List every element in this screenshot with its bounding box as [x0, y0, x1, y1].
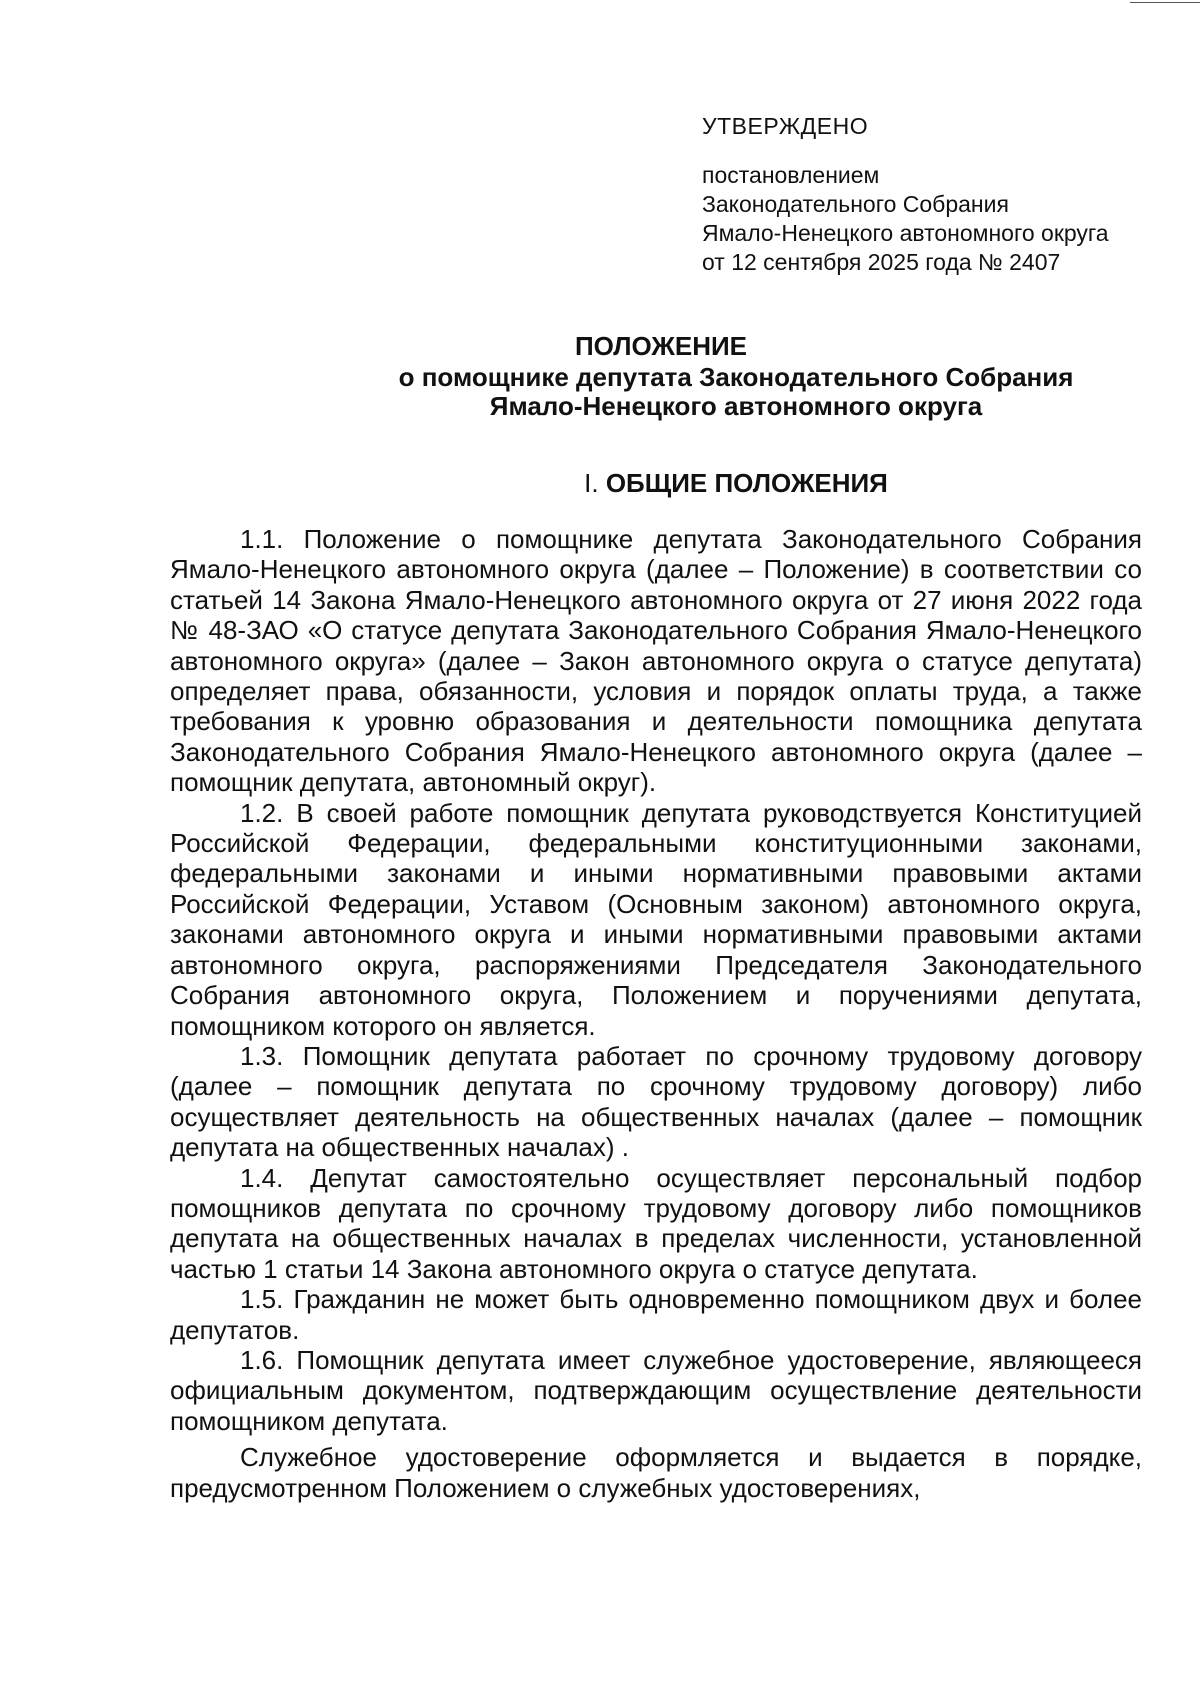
title-subtitle-1: о помощнике депутата Законодательного Собрания	[398, 362, 1074, 392]
paragraph-1-2: 1.2. В своей работе помощник депутата руководствуется Конституцией Российской Федерации, федеральными конституционными законами, федеральными законами и иными нормативными правовыми актами Российской Федерации, Уставом (Основным законом) автономного округа, законами автономного округа и иными нормативными правовыми актами автономного округа, распоряжениями Председателя Законодательного Собрания автономного округа, Положением и поручениями депутата, помощником которого он является.	[170, 797, 1142, 1041]
approval-line-2: Законодательного Собрания	[702, 191, 1009, 217]
document-title	[170, 332, 1152, 421]
paragraph-1-3: 1.3. Помощник депутата работает по срочному трудовому договору (далее – помощник депутата по срочному трудовому договору) либо осуществляет деятельность на общественных началах (далее – помощник депутата на общественных началах) .	[170, 1040, 1142, 1163]
title-subtitle-2: Ямало-Ненецкого автономного округа	[489, 391, 983, 421]
approved-stamp-text: УТВЕРЖДЕНО	[702, 113, 869, 139]
title-main: ПОЛОЖЕНИЕ	[574, 331, 748, 361]
paragraph-1-4: 1.4. Депутат самостоятельно осуществляет персональный подбор помощников депутата по срочному трудовому договору либо помощников депутата на общественных началах в пределах численности, установленной частью 1 статьи 14 Закона автономного округа о статусе депутата.	[170, 1162, 1142, 1284]
paragraph-1-5: 1.5. Гражданин не может быть одновременно помощником двух и более депутатов.	[170, 1284, 1142, 1345]
section-heading	[170, 468, 1152, 498]
approval-line-4: от 12 сентября 2025 года № 2407	[702, 249, 1061, 275]
approval-line-1: постановлением	[702, 162, 880, 188]
paragraph-1-6-continued: Служебное удостоверение оформляется и выдается в порядке, предусмотренном Положением о служебных удостоверениях,	[170, 1442, 1142, 1503]
paragraph-1-1: 1.1. Положение о помощнике депутата Законодательного Собрания Ямало-Ненецкого автономного округа (далее – Положение) в соответствии со статьей 14 Закона Ямало-Ненецкого автономного округа от 27 июня 2022 года № 48-ЗАО «О статусе депутата Законодательного Собрания Ямало-Ненецкого автономного округа» (далее – Закон автономного округа о статусе депутата) определяет права, обязанности, условия и порядок оплаты труда, а также требования к уровню образования и деятельности помощника депутата Законодательного Собрания Ямало-Ненецкого автономного округа (далее – помощник депутата, автономный округ).	[170, 524, 1142, 798]
paragraph-1-6: 1.6. Помощник депутата имеет служебное удостоверение, являющееся официальным документом, подтверждающим осуществление деятельности помощником депутата.	[170, 1344, 1142, 1436]
top-edge-line	[1130, 2, 1200, 3]
section-number: I.	[584, 468, 599, 498]
section-title: ОБЩИЕ ПОЛОЖЕНИЯ	[605, 468, 888, 498]
document-body	[170, 524, 1142, 1503]
approval-line-3: Ямало-Ненецкого автономного округа	[702, 220, 1109, 246]
approval-block	[702, 112, 1162, 277]
